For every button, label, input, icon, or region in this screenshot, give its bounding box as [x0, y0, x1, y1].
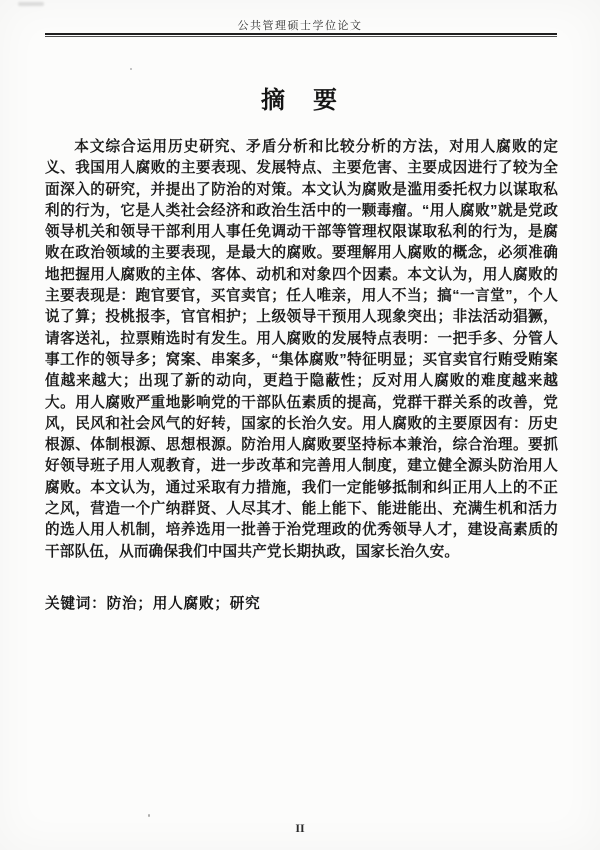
- keywords-value: 防治；用人腐败；研究: [106, 596, 261, 612]
- page-number: II: [295, 821, 305, 835]
- running-header: 公共管理硕士学位论文: [237, 20, 363, 32]
- header-rule-bottom-line: [45, 36, 557, 37]
- abstract-title: 摘 要: [261, 87, 339, 114]
- keywords-line: [45, 594, 261, 615]
- abstract-paragraph: 本文综合运用历史研究、矛盾分析和比较分析的方法，对用人腐败的定义、我国用人腐败的主要表现、发展特点、主要危害、主要成因进行了较为全面深入的研究，并提出了防治的对策。本文认为腐败是滥用委托权力以谋取私利的行为，它是人类社会经济和政治生活中的一颗毒瘤。“用人腐败”就是党政领导机关和领导干部利用人事任免调动干部等管理权限谋取私利的行为，是腐败在政治领域的主要表现，是最大的腐败。要理解用人腐败的概念，必须准确地把握用人腐败的主体、客体、动机和对象四个因素。本文认为，用人腐败的主要表现是：跑官要官，买官卖官；任人唯亲，用人不当；搞“一言堂”，个人说了算；投桃报李，官官相护；上级领导干预用人现象突出；非法活动猖獗，请客送礼，拉票贿选时有发生。用人腐败的发展特点表明：一把手多、分管人事工作的领导多；窝案、串案多，“集体腐败”特征明显；买官卖官行贿受贿案值越来越大；出现了新的动向，更趋于隐蔽性；反对用人腐败的难度越来越大。用人腐败严重地影响党的干部队伍素质的提高，党群干群关系的改善，党风，民风和社会风气的好转，国家的长治久安。用人腐败的主要原因有：历史根源、体制根源、思想根源。防治用人腐败要坚持标本兼治，综合治理。要抓好领导班子用人观教育，进一步改革和完善用人制度，建立健全源头防治用人腐败。本文认为，通过采取有力措施，我们一定能够抵制和纠正用人上的不正之风，营造一个广纳群贤、人尽其才、能上能下、能进能出、充满生机和活力的选人用人机制，培养选用一批善于治党理政的优秀领导人才，建设高素质的干部队伍，从而确保我们中国共产党长期执政，国家长治久安。: [45, 139, 558, 560]
- scan-speck: [130, 68, 132, 70]
- scan-speck: [148, 814, 150, 817]
- header-double-rule: [45, 33, 557, 37]
- scan-smudge-topleft: [18, 2, 44, 6]
- keywords-label: 关键词：: [45, 596, 107, 612]
